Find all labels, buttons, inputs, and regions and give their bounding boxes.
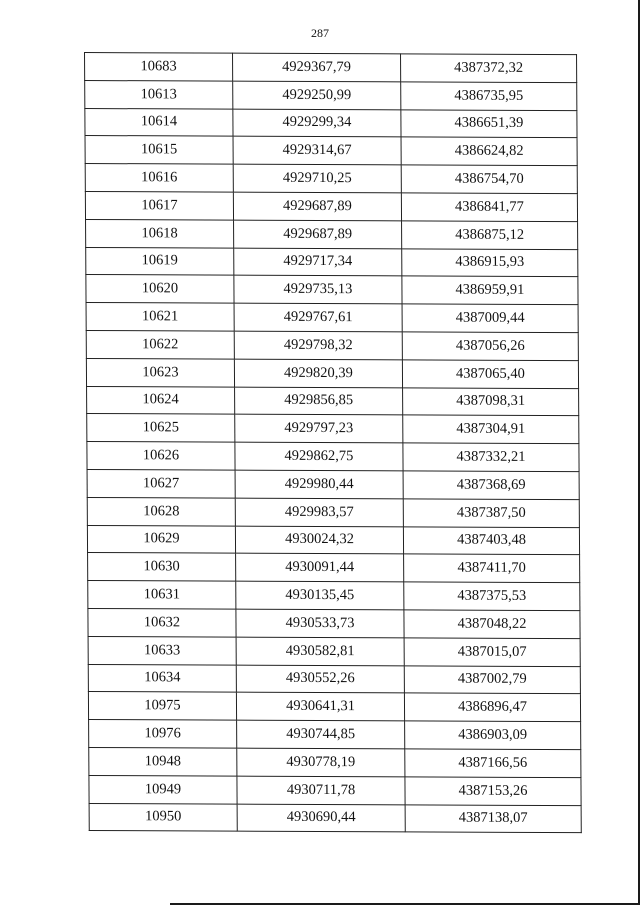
coordinate-y-cell: 4386959,91 (402, 276, 578, 305)
coordinate-y-cell: 4387098,31 (403, 387, 579, 416)
coordinate-x-cell: 4930024,32 (235, 526, 403, 555)
table-row (86, 247, 578, 277)
coordinate-x-cell: 4930778,19 (237, 748, 405, 777)
point-number-cell: 10628 (87, 497, 235, 525)
point-number-cell: 10623 (86, 358, 234, 386)
coordinate-x-cell: 4929717,34 (234, 248, 402, 277)
point-number-cell: 10629 (87, 525, 235, 553)
coordinate-x-cell: 4929983,57 (235, 498, 403, 527)
point-number-cell: 10683 (85, 53, 233, 81)
point-number-cell: 10631 (88, 581, 236, 609)
table-row (85, 108, 577, 138)
coordinate-x-cell: 4929820,39 (234, 359, 402, 388)
coordinate-x-cell: 4930711,78 (237, 776, 405, 805)
table-row (86, 275, 578, 305)
coordinate-y-cell: 4387138,07 (405, 804, 581, 833)
coordinate-x-cell: 4929856,85 (235, 387, 403, 416)
coordinate-y-cell: 4387166,56 (405, 749, 581, 778)
point-number-cell: 10618 (86, 219, 234, 247)
coordinates-table (84, 52, 582, 833)
coordinate-x-cell: 4929687,89 (234, 220, 402, 249)
point-number-cell: 10630 (88, 553, 236, 581)
point-number-cell: 10975 (88, 692, 236, 720)
table-row (85, 164, 577, 194)
table-row (85, 80, 577, 110)
coordinate-y-cell: 4386915,93 (402, 248, 578, 277)
coordinate-y-cell: 4386841,77 (401, 193, 577, 222)
point-number-cell: 10948 (89, 747, 237, 775)
coordinate-y-cell: 4387065,40 (402, 360, 578, 389)
coordinate-y-cell: 4387375,53 (404, 582, 580, 611)
point-number-cell: 10625 (87, 414, 235, 442)
table-row (88, 636, 580, 666)
point-number-cell: 10976 (89, 720, 237, 748)
coordinates-table-body (85, 53, 582, 833)
point-number-cell: 10634 (88, 664, 236, 692)
table-row (86, 358, 578, 388)
coordinate-x-cell: 4930744,85 (237, 720, 405, 749)
table-row (87, 414, 579, 444)
coordinate-x-cell: 4930552,26 (236, 665, 404, 694)
table-row (86, 330, 578, 360)
coordinate-y-cell: 4387411,70 (404, 554, 580, 583)
point-number-cell: 10950 (89, 803, 237, 831)
coordinate-x-cell: 4929862,75 (235, 442, 403, 471)
coordinate-x-cell: 4929250,99 (233, 81, 401, 110)
table-row (88, 608, 580, 638)
coordinate-y-cell: 4387368,69 (403, 471, 579, 500)
point-number-cell: 10624 (87, 386, 235, 414)
page-number: 287 (311, 26, 329, 40)
table-row (89, 803, 581, 833)
coordinate-x-cell: 4929299,34 (233, 109, 401, 138)
table-row (87, 469, 579, 499)
coordinate-y-cell: 4387304,91 (403, 415, 579, 444)
coordinate-y-cell: 4386735,95 (401, 82, 577, 111)
coordinate-y-cell: 4387015,07 (404, 638, 580, 667)
table-row (85, 136, 577, 166)
coordinate-y-cell: 4387056,26 (402, 332, 578, 361)
coordinate-x-cell: 4929797,23 (235, 415, 403, 444)
coordinate-y-cell: 4386903,09 (405, 721, 581, 750)
coordinate-y-cell: 4387002,79 (404, 665, 580, 694)
table-row (85, 191, 577, 221)
coordinate-x-cell: 4930091,44 (236, 553, 404, 582)
coordinate-x-cell: 4929710,25 (233, 164, 401, 193)
coordinate-x-cell: 4930533,73 (236, 609, 404, 638)
coordinate-x-cell: 4929367,79 (233, 53, 401, 82)
point-number-cell: 10949 (89, 775, 237, 803)
coordinate-x-cell: 4929735,13 (234, 276, 402, 305)
coordinate-y-cell: 4387387,50 (403, 499, 579, 528)
coordinate-y-cell: 4386624,82 (401, 137, 577, 166)
table-row (89, 720, 581, 750)
coordinate-y-cell: 4387332,21 (403, 443, 579, 472)
coordinate-y-cell: 4386896,47 (404, 693, 580, 722)
table-row (86, 303, 578, 333)
point-number-cell: 10614 (85, 108, 233, 136)
coordinate-x-cell: 4930135,45 (236, 581, 404, 610)
point-number-cell: 10613 (85, 80, 233, 108)
coordinate-y-cell: 4387403,48 (403, 526, 579, 555)
table-row (87, 525, 579, 555)
coordinate-y-cell: 4387048,22 (404, 610, 580, 639)
table-row (85, 53, 577, 83)
coordinate-x-cell: 4930582,81 (236, 637, 404, 666)
point-number-cell: 10615 (85, 136, 233, 164)
table-row (88, 664, 580, 694)
table-row (88, 692, 580, 722)
point-number-cell: 10621 (86, 303, 234, 331)
coordinate-y-cell: 4386875,12 (402, 221, 578, 250)
point-number-cell: 10622 (86, 330, 234, 358)
point-number-cell: 10620 (86, 275, 234, 303)
point-number-cell: 10619 (86, 247, 234, 275)
point-number-cell: 10626 (87, 442, 235, 470)
table-row (87, 442, 579, 472)
table-row (87, 497, 579, 527)
point-number-cell: 10617 (85, 191, 233, 219)
coordinate-x-cell: 4929314,67 (233, 137, 401, 166)
coordinate-y-cell: 4386651,39 (401, 109, 577, 138)
coordinate-x-cell: 4929687,89 (233, 192, 401, 221)
coordinate-x-cell: 4929767,61 (234, 303, 402, 332)
point-number-cell: 10616 (85, 164, 233, 192)
coordinate-y-cell: 4387153,26 (405, 777, 581, 806)
table-row (89, 747, 581, 777)
table-row (87, 386, 579, 416)
coordinate-x-cell: 4930690,44 (237, 804, 405, 833)
coordinate-y-cell: 4387372,32 (401, 54, 577, 83)
coordinate-x-cell: 4930641,31 (236, 692, 404, 721)
coordinate-x-cell: 4929980,44 (235, 470, 403, 499)
coordinate-x-cell: 4929798,32 (234, 331, 402, 360)
table-row (89, 775, 581, 805)
point-number-cell: 10632 (88, 608, 236, 636)
point-number-cell: 10633 (88, 636, 236, 664)
table-row (86, 219, 578, 249)
coordinate-y-cell: 4387009,44 (402, 304, 578, 333)
table-row (88, 553, 580, 583)
table-row (88, 581, 580, 611)
point-number-cell: 10627 (87, 469, 235, 497)
coordinate-y-cell: 4386754,70 (401, 165, 577, 194)
